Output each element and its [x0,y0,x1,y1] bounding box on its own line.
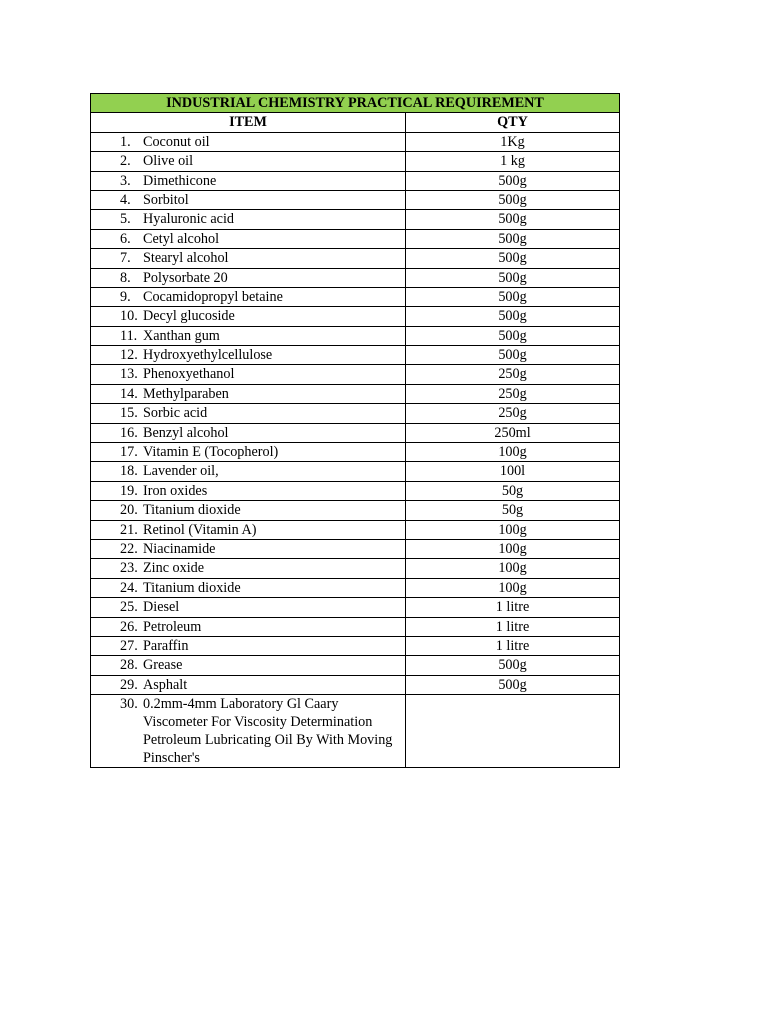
item-name: Dimethicone [143,172,217,189]
table-row [91,675,620,694]
table-row [91,229,620,248]
qty-cell: 500g [406,346,620,365]
item-name: Coconut oil [143,133,210,150]
item-line [91,191,405,209]
table-row [91,210,620,229]
item-line [91,521,405,539]
qty-cell: 100g [406,578,620,597]
item-line [91,676,405,694]
item-name: Retinol (Vitamin A) [143,521,257,538]
item-name: Phenoxyethanol [143,366,235,383]
qty-cell: 100g [406,443,620,462]
item-number: 19. [120,482,138,499]
table-row [91,539,620,558]
item-number: 4. [120,191,131,208]
item-number: 14. [120,385,138,402]
item-line [91,249,405,267]
item-line [91,152,405,170]
item-name: Sorbic acid [143,405,208,422]
item-name: Cetyl alcohol [143,230,220,247]
item-name: Paraffin [143,637,189,654]
item-cell [91,190,406,209]
table-row [91,249,620,268]
item-number: 13. [120,366,138,383]
qty-cell: 500g [406,229,620,248]
item-line [91,269,405,287]
item-name: Grease [143,657,183,674]
table-row [91,190,620,209]
item-cell [91,598,406,617]
item-line [91,579,405,597]
table-row [91,346,620,365]
item-line [91,346,405,364]
table-row [91,268,620,287]
qty-cell: 50g [406,501,620,520]
item-cell [91,404,406,423]
item-cell [91,539,406,558]
qty-cell: 500g [406,171,620,190]
qty-cell: 500g [406,675,620,694]
item-number: 1. [120,133,131,150]
table-row [91,152,620,171]
table-row [91,462,620,481]
item-cell [91,249,406,268]
item-number: 29. [120,676,138,693]
table-row [91,481,620,500]
item-name: Sorbitol [143,191,189,208]
table-row [91,443,620,462]
item-number: 26. [120,618,138,635]
item-line [91,404,405,422]
item-number: 8. [120,269,131,286]
item-cell [91,365,406,384]
table-row [91,617,620,636]
item-cell [91,559,406,578]
table-row [91,384,620,403]
item-name: Xanthan gum [143,327,220,344]
item-number: 5. [120,211,131,228]
item-line [91,424,405,442]
item-number: 10. [120,308,138,325]
item-name: Petroleum [143,618,202,635]
item-number: 20. [120,502,138,519]
qty-column-header: QTY [406,113,620,132]
qty-cell: 100g [406,559,620,578]
qty-cell: 100l [406,462,620,481]
item-line [91,365,405,383]
qty-cell: 500g [406,656,620,675]
item-number: 23. [120,560,138,577]
item-line [91,230,405,248]
item-line [91,385,405,403]
item-line [91,656,405,674]
requirement-table [90,93,620,768]
table-row [91,501,620,520]
item-name: Diesel [143,599,180,616]
item-name: Asphalt [143,676,188,693]
table-row [91,598,620,617]
item-line [91,598,405,616]
qty-cell: 1 litre [406,598,620,617]
table-body [91,132,620,767]
item-line [91,288,405,306]
item-line [91,327,405,345]
item-cell [91,346,406,365]
item-cell [91,152,406,171]
qty-cell: 500g [406,190,620,209]
item-number: 2. [120,153,131,170]
qty-cell [406,695,620,768]
item-cell [91,132,406,151]
qty-cell: 250g [406,365,620,384]
qty-cell: 1 litre [406,636,620,655]
table-row [91,578,620,597]
item-column-header: ITEM [91,113,406,132]
item-number: 7. [120,250,131,267]
item-cell [91,229,406,248]
item-line [91,172,405,190]
item-name: Zinc oxide [143,560,205,577]
item-cell [91,287,406,306]
table-row [91,365,620,384]
qty-cell: 250g [406,384,620,403]
item-number: 9. [120,288,131,305]
item-name: Methylparaben [143,385,229,402]
item-number: 3. [120,172,131,189]
item-cell [91,210,406,229]
item-name: Lavender oil, [143,463,219,480]
item-name: Decyl glucoside [143,308,235,325]
item-number: 17. [120,444,138,461]
item-line [91,637,405,655]
item-name: Vitamin E (Tocopherol) [143,444,279,461]
qty-cell: 1 kg [406,152,620,171]
item-line [91,501,405,519]
item-name: Polysorbate 20 [143,269,228,286]
item-cell [91,617,406,636]
item-number: 21. [120,521,138,538]
item-cell [91,636,406,655]
item-number: 11. [120,327,138,344]
item-number: 15. [120,405,138,422]
item-cell [91,481,406,500]
table-row [91,326,620,345]
qty-cell: 500g [406,326,620,345]
qty-cell: 500g [406,287,620,306]
qty-cell: 500g [406,210,620,229]
item-number: 25. [120,599,138,616]
item-cell [91,307,406,326]
table-row [91,636,620,655]
item-line [91,695,405,767]
item-line [91,307,405,325]
item-line [91,559,405,577]
item-name: 0.2mm-4mm Laboratory Gl Caary Viscometer For Viscosity Determination Petroleum Lubricating Oil By With Moving Pinscher's [143,696,393,767]
qty-cell: 100g [406,520,620,539]
item-name: Cocamidopropyl betaine [143,288,283,305]
table-row [91,695,620,768]
qty-cell: 1 litre [406,617,620,636]
title-row [91,94,620,113]
item-cell [91,656,406,675]
item-number: 30. [120,696,138,713]
item-number: 22. [120,540,138,557]
table-row [91,520,620,539]
qty-cell: 250g [406,404,620,423]
table-row [91,307,620,326]
item-line [91,618,405,636]
item-name: Niacinamide [143,540,216,557]
item-name: Olive oil [143,153,194,170]
item-line [91,443,405,461]
item-name: Titanium dioxide [143,502,241,519]
qty-cell: 50g [406,481,620,500]
item-cell [91,462,406,481]
item-number: 27. [120,637,138,654]
table-row [91,404,620,423]
header-row [91,113,620,132]
qty-cell: 250ml [406,423,620,442]
item-line [91,462,405,480]
item-cell [91,578,406,597]
item-line [91,540,405,558]
item-cell [91,423,406,442]
item-number: 16. [120,424,138,441]
item-number: 6. [120,230,131,247]
item-number: 12. [120,347,138,364]
item-number: 24. [120,579,138,596]
item-line [91,210,405,228]
item-line [91,133,405,151]
item-number: 18. [120,463,138,480]
item-cell [91,384,406,403]
table-row [91,171,620,190]
qty-cell: 1Kg [406,132,620,151]
item-cell [91,326,406,345]
item-cell [91,443,406,462]
table-title: INDUSTRIAL CHEMISTRY PRACTICAL REQUIREMENT [91,94,620,113]
item-cell [91,171,406,190]
qty-cell: 500g [406,268,620,287]
qty-cell: 100g [406,539,620,558]
item-name: Hydroxyethylcellulose [143,347,273,364]
item-cell [91,675,406,694]
item-name: Stearyl alcohol [143,250,229,267]
item-cell [91,501,406,520]
item-number: 28. [120,657,138,674]
table-row [91,132,620,151]
qty-cell: 500g [406,249,620,268]
table-row [91,287,620,306]
item-cell [91,695,406,768]
qty-cell: 500g [406,307,620,326]
item-name: Titanium dioxide [143,579,241,596]
table-row [91,423,620,442]
table-row [91,656,620,675]
item-name: Hyaluronic acid [143,211,234,228]
item-cell [91,268,406,287]
table-row [91,559,620,578]
item-line [91,482,405,500]
item-name: Iron oxides [143,482,208,499]
item-cell [91,520,406,539]
item-name: Benzyl alcohol [143,424,229,441]
